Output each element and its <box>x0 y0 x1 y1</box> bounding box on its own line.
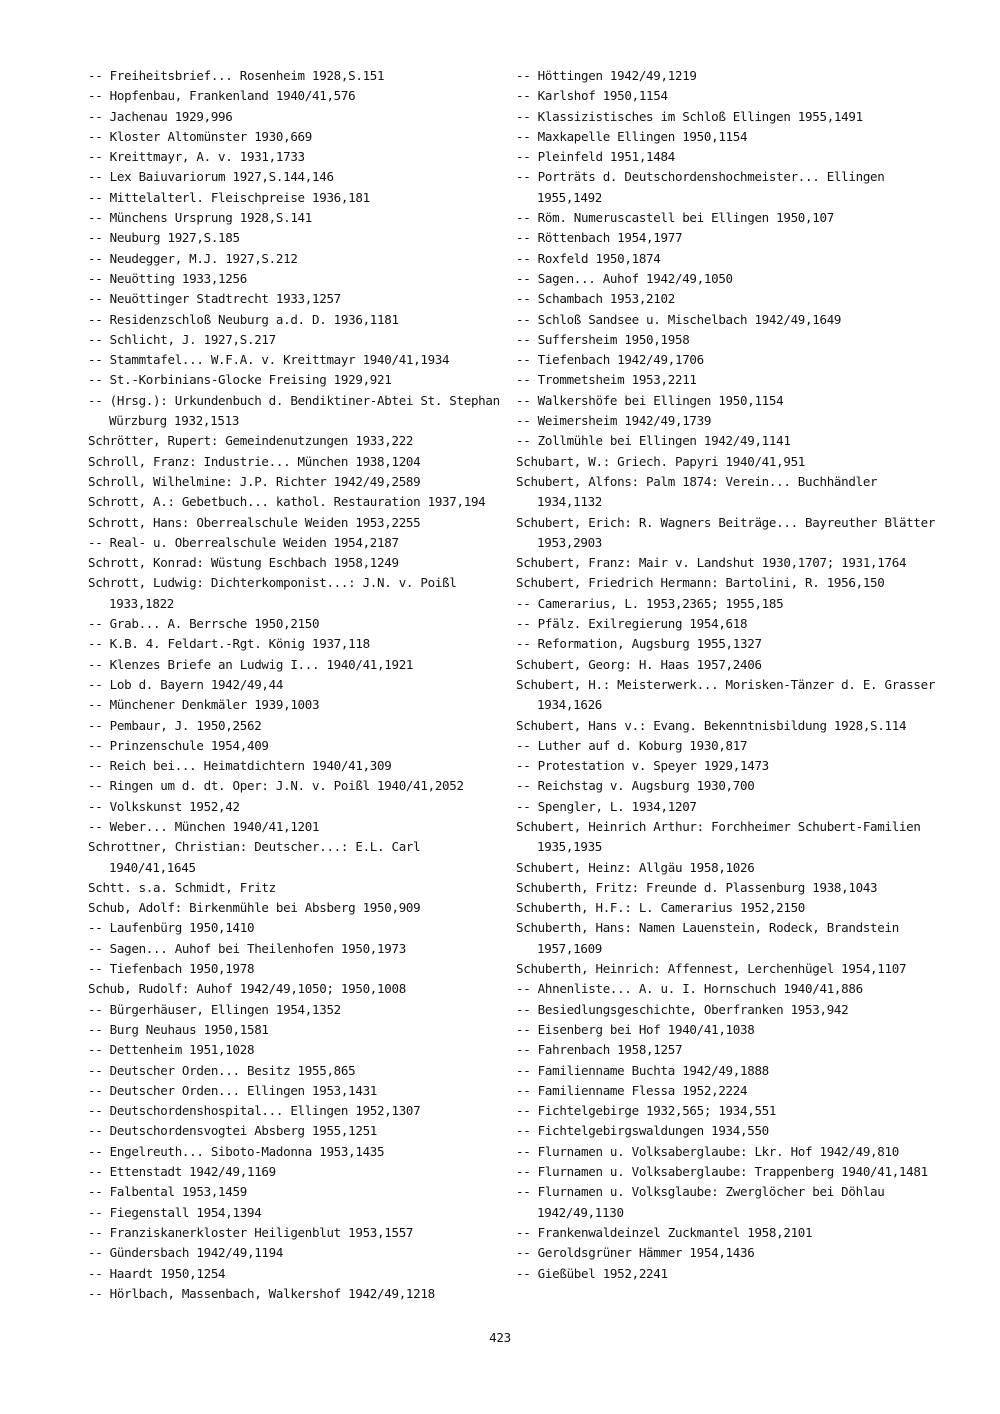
index-entry: -- Maxkapelle Ellingen 1950,1154 <box>516 128 748 144</box>
index-entry: Schtt. s.a. Schmidt, Fritz <box>88 879 276 895</box>
index-entry: -- Hopfenbau, Frankenland 1940/41,576 <box>88 88 356 104</box>
index-entry: -- Trommetsheim 1953,2211 <box>516 372 697 388</box>
index-entry: -- Pleinfeld 1951,1484 <box>516 149 675 165</box>
index-entry: -- Fichtelgebirge 1932,565; 1934,551 <box>516 1103 777 1119</box>
index-entry: Schubert, Erich: R. Wagners Beiträge... Bayreuther Blätter 1953,2903 <box>516 514 936 550</box>
index-entry: -- Schlicht, J. 1927,S.217 <box>88 331 276 347</box>
index-entry: -- Deutscher Orden... Besitz 1955,865 <box>88 1062 356 1078</box>
index-entry: -- Flurnamen u. Volksglaube: Zwerglöcher bei Döhlau 1942/49,1130 <box>516 1184 885 1220</box>
index-entry: -- Fiegenstall 1954,1394 <box>88 1204 262 1220</box>
index-entry: -- Haardt 1950,1254 <box>88 1265 226 1281</box>
index-entry: -- Volkskunst 1952,42 <box>88 798 240 814</box>
index-entry: Schuberth, Heinrich: Affennest, Lerchenhügel 1954,1107 <box>516 961 907 977</box>
index-entry: -- Laufenbürg 1950,1410 <box>88 920 255 936</box>
index-entry: -- Camerarius, L. 1953,2365; 1955,185 <box>516 595 784 611</box>
index-entry: -- Suffersheim 1950,1958 <box>516 331 690 347</box>
index-entry: -- Tiefenbach 1950,1978 <box>88 961 255 977</box>
index-entry: -- Münchens Ursprung 1928,S.141 <box>88 210 312 226</box>
index-entry: -- Walkershöfe bei Ellingen 1950,1154 <box>516 392 784 408</box>
index-entry: -- Deutschordensvogtei Absberg 1955,1251 <box>88 1123 378 1139</box>
index-entry: Schroll, Wilhelmine: J.P. Richter 1942/49,2589 <box>88 473 421 489</box>
index-entry: -- Münchener Denkmäler 1939,1003 <box>88 697 320 713</box>
index-entry: Schub, Rudolf: Auhof 1942/49,1050; 1950,1008 <box>88 981 406 997</box>
index-entry: -- Sagen... Auhof bei Theilenhofen 1950,1973 <box>88 940 406 956</box>
index-entry: -- Bürgerhäuser, Ellingen 1954,1352 <box>88 1001 341 1017</box>
index-entry: -- Real- u. Oberrealschule Weiden 1954,2187 <box>88 534 399 550</box>
index-entry: Schuberth, Hans: Namen Lauenstein, Rodeck, Brandstein 1957,1609 <box>516 920 899 956</box>
index-entry: -- Neuötting 1933,1256 <box>88 270 247 286</box>
index-entry: -- Protestation v. Speyer 1929,1473 <box>516 758 769 774</box>
index-entry: Schrott, Hans: Oberrealschule Weiden 1953,2255 <box>88 514 421 530</box>
index-entry: Schubert, Hans v.: Evang. Bekenntnisbildung 1928,S.114 <box>516 717 907 733</box>
index-entry: -- Burg Neuhaus 1950,1581 <box>88 1021 269 1037</box>
index-entry: -- Weber... München 1940/41,1201 <box>88 818 320 834</box>
index-entry: -- Residenzschloß Neuburg a.d. D. 1936,1181 <box>88 311 399 327</box>
index-entry: -- Pembaur, J. 1950,2562 <box>88 717 262 733</box>
index-entry: Schrott, Ludwig: Dichterkomponist...: J.N. v. Poißl 1933,1822 <box>88 575 457 611</box>
index-entry: Schuberth, Fritz: Freunde d. Plassenburg 1938,1043 <box>516 879 878 895</box>
index-entry: -- Deutschordenshospital... Ellingen 1952,1307 <box>88 1103 421 1119</box>
index-entry: Schrott, Konrad: Wüstung Eschbach 1958,1249 <box>88 555 399 571</box>
index-entry: -- Karlshof 1950,1154 <box>516 88 668 104</box>
index-entry: -- Reformation, Augsburg 1955,1327 <box>516 636 762 652</box>
index-entry: Schubert, Georg: H. Haas 1957,2406 <box>516 656 762 672</box>
index-entry: Schrötter, Rupert: Gemeindenutzungen 1933,222 <box>88 433 414 449</box>
right-column <box>516 66 936 1284</box>
index-entry: -- Klenzes Briefe an Ludwig I... 1940/41,1921 <box>88 656 414 672</box>
index-entry: -- Mittelalterl. Fleischpreise 1936,181 <box>88 189 370 205</box>
index-entry: -- Lob d. Bayern 1942/49,44 <box>88 676 284 692</box>
index-entry: Schrottner, Christian: Deutscher...: E.L. Carl 1940/41,1645 <box>88 839 421 875</box>
index-entry: -- Spengler, L. 1934,1207 <box>516 798 697 814</box>
index-entry: -- Schambach 1953,2102 <box>516 291 675 307</box>
index-entry: Schroll, Franz: Industrie... München 1938,1204 <box>88 453 421 469</box>
index-entry: Schubert, Franz: Mair v. Landshut 1930,1707; 1931,1764 <box>516 555 907 571</box>
index-entry: -- Tiefenbach 1942/49,1706 <box>516 352 704 368</box>
index-entry: -- Klassizistisches im Schloß Ellingen 1955,1491 <box>516 108 863 124</box>
index-entry: -- Hörlbach, Massenbach, Walkershof 1942/49,1218 <box>88 1285 435 1301</box>
index-entry: -- Luther auf d. Koburg 1930,817 <box>516 737 748 753</box>
index-entry: -- Flurnamen u. Volksaberglaube: Lkr. Hof 1942/49,810 <box>516 1143 899 1159</box>
index-entry: -- Schloß Sandsee u. Mischelbach 1942/49,1649 <box>516 311 842 327</box>
index-entry: -- Zollmühle bei Ellingen 1942/49,1141 <box>516 433 791 449</box>
index-entry: -- Ringen um d. dt. Oper: J.N. v. Poißl 1940/41,2052 <box>88 778 464 794</box>
index-entry: -- Kloster Altomünster 1930,669 <box>88 128 312 144</box>
index-entry: -- Reichstag v. Augsburg 1930,700 <box>516 778 755 794</box>
index-entry: -- Flurnamen u. Volksaberglaube: Trappenberg 1940/41,1481 <box>516 1164 928 1180</box>
index-entry: -- Fahrenbach 1958,1257 <box>516 1042 683 1058</box>
index-entry: -- Reich bei... Heimatdichtern 1940/41,309 <box>88 758 392 774</box>
index-entry: -- Röttenbach 1954,1977 <box>516 230 683 246</box>
index-entry: -- Porträts d. Deutschordenshochmeister... Ellingen 1955,1492 <box>516 169 885 205</box>
index-entry: -- Ettenstadt 1942/49,1169 <box>88 1164 276 1180</box>
index-entry: -- Gießübel 1952,2241 <box>516 1265 668 1281</box>
index-entry: -- Familienname Flessa 1952,2224 <box>516 1082 748 1098</box>
index-entry: Schub, Adolf: Birkenmühle bei Absberg 1950,909 <box>88 900 421 916</box>
left-column <box>88 66 508 1304</box>
index-entry: Schubert, Alfons: Palm 1874: Verein... Buchhändler 1934,1132 <box>516 473 878 510</box>
index-entry: Schuberth, H.F.: L. Camerarius 1952,2150 <box>516 900 806 916</box>
index-entry: -- Deutscher Orden... Ellingen 1953,1431 <box>88 1082 378 1098</box>
index-entry: -- Eisenberg bei Hof 1940/41,1038 <box>516 1021 755 1037</box>
index-entry: -- Frankenwaldeinzel Zuckmantel 1958,2101 <box>516 1224 813 1240</box>
index-entry: Schubart, W.: Griech. Papyri 1940/41,951 <box>516 453 806 469</box>
index-entry: -- Freiheitsbrief... Rosenheim 1928,S.151 <box>88 68 385 83</box>
index-entry: -- Roxfeld 1950,1874 <box>516 250 661 266</box>
index-entry: -- Familienname Buchta 1942/49,1888 <box>516 1062 769 1078</box>
index-entry: -- Gündersbach 1942/49,1194 <box>88 1245 284 1261</box>
index-entry: -- Fichtelgebirgswaldungen 1934,550 <box>516 1123 769 1139</box>
index-entry: -- Stammtafel... W.F.A. v. Kreittmayr 1940/41,1934 <box>88 352 450 368</box>
index-entry: Schrott, A.: Gebetbuch... kathol. Restauration 1937,194 <box>88 494 486 510</box>
index-entry: -- Neudegger, M.J. 1927,S.212 <box>88 250 298 266</box>
index-entry: Schubert, Friedrich Hermann: Bartolini, R. 1956,150 <box>516 575 885 591</box>
index-entry: -- Geroldsgrüner Hämmer 1954,1436 <box>516 1245 755 1261</box>
index-entry: -- Neuburg 1927,S.185 <box>88 230 240 246</box>
index-entry: -- Dettenheim 1951,1028 <box>88 1042 255 1058</box>
index-entry: -- Höttingen 1942/49,1219 <box>516 68 697 83</box>
index-entry: Schubert, H.: Meisterwerk... Morisken-Tänzer d. E. Grasser 1934,1626 <box>516 676 936 713</box>
index-entry: -- Franziskanerkloster Heiligenblut 1953,1557 <box>88 1224 414 1240</box>
index-entry: -- Grab... A. Berrsche 1950,2150 <box>88 616 320 632</box>
index-entry: -- Engelreuth... Siboto-Madonna 1953,1435 <box>88 1143 385 1159</box>
index-entry: -- Jachenau 1929,996 <box>88 108 233 124</box>
index-entry: -- Kreittmayr, A. v. 1931,1733 <box>88 149 305 165</box>
page-number: 423 <box>489 1330 511 1345</box>
index-entry: -- Besiedlungsgeschichte, Oberfranken 1953,942 <box>516 1001 849 1017</box>
index-entry: -- Neuöttinger Stadtrecht 1933,1257 <box>88 291 341 307</box>
index-entry: -- Röm. Numeruscastell bei Ellingen 1950,107 <box>516 210 834 226</box>
index-entry: Schubert, Heinrich Arthur: Forchheimer Schubert-Familien 1935,1935 <box>516 818 921 855</box>
index-entry: -- Lex Baiuvariorum 1927,S.144,146 <box>88 169 334 185</box>
index-entry: -- Ahnenliste... A. u. I. Hornschuch 1940/41,886 <box>516 981 863 997</box>
index-entry: Schubert, Heinz: Allgäu 1958,1026 <box>516 859 755 875</box>
index-entry: -- St.-Korbinians-Glocke Freising 1929,921 <box>88 372 392 388</box>
index-entry: -- (Hrsg.): Urkundenbuch d. Bendiktiner-Abtei St. Stephan Würzburg 1932,1513 <box>88 392 500 429</box>
index-entry: -- Weimersheim 1942/49,1739 <box>516 413 712 429</box>
index-entry: -- Prinzenschule 1954,409 <box>88 737 269 753</box>
index-entry: -- K.B. 4. Feldart.-Rgt. König 1937,118 <box>88 636 370 652</box>
index-entry: -- Falbental 1953,1459 <box>88 1184 247 1200</box>
index-entry: -- Pfälz. Exilregierung 1954,618 <box>516 616 748 632</box>
index-entry: -- Sagen... Auhof 1942/49,1050 <box>516 270 733 286</box>
